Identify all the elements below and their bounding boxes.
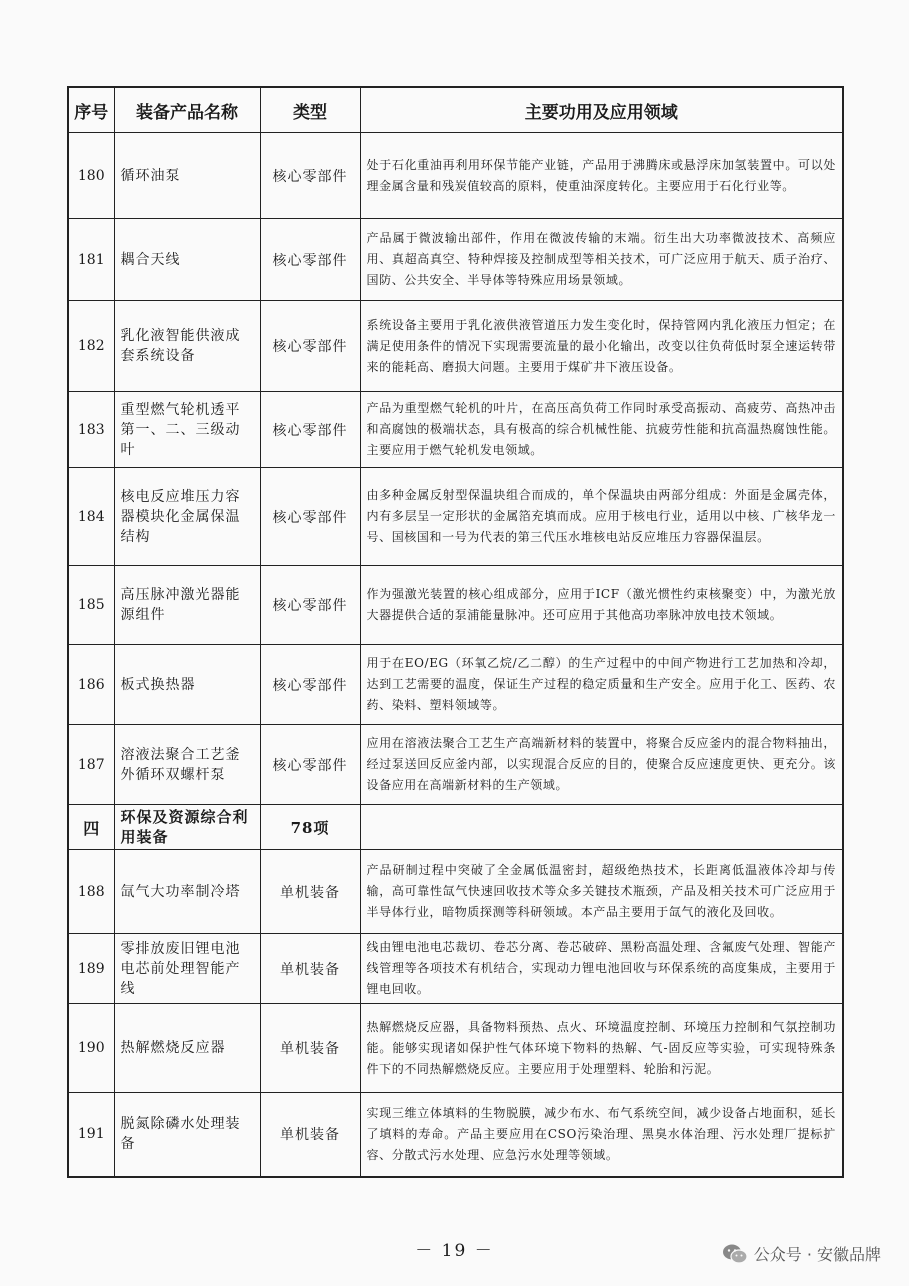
- row-description: 线由锂电池电芯裁切、卷芯分离、卷芯破碎、黑粉高温处理、含氟废气处理、智能产线管理等各项技术有机结合，实现动力锂电池回收与环保系统的高度集成，主要用于锂电回收。: [360, 934, 843, 1004]
- table-row: [68, 1093, 843, 1177]
- row-type: 核心零部件: [260, 566, 360, 645]
- header-product-name: 装备产品名称: [114, 87, 260, 133]
- row-description: [360, 805, 843, 850]
- row-product-name: 乳化液智能供液成套系统设备: [114, 301, 260, 392]
- row-description: 产品属于微波输出部件，作用在微波传输的末端。衍生出大功率微波技术、高频应用、真超高真空、特种焊接及控制成型等相关技术，可广泛应用于航天、质子治疗、国防、公共安全、半导体等特殊应用场景领域。: [360, 219, 843, 301]
- row-index: 188: [68, 850, 114, 934]
- row-description: 由多种金属反射型保温块组合而成的，单个保温块由两部分组成：外面是金属壳体，内有多层呈一定形状的金属箔充填而成。应用于核电行业，适用以中核、广核华龙一号、国核国和一号为代表的第三代压水堆核电站反应堆压力容器保温层。: [360, 468, 843, 566]
- row-product-name: 零排放废旧锂电池电芯前处理智能产线: [114, 934, 260, 1004]
- row-type: 核心零部件: [260, 725, 360, 805]
- table-row: [68, 934, 843, 1004]
- row-index: 182: [68, 301, 114, 392]
- row-product-name: 重型燃气轮机透平第一、二、三级动叶: [114, 392, 260, 468]
- row-description: 产品研制过程中突破了全金属低温密封，超级绝热技术，长距离低温液体冷却与传输，高可靠性氙气快速回收技术等众多关键技术瓶颈，产品及相关技术可广泛应用于半导体行业，暗物质探测等科研领域。本产品主要用于氙气的液化及回收。: [360, 850, 843, 934]
- row-type: 核心零部件: [260, 219, 360, 301]
- row-index: 185: [68, 566, 114, 645]
- row-description: 用于在EO/EG（环氧乙烷/乙二醇）的生产过程中的中间产物进行工艺加热和冷却，达到工艺需要的温度，保证生产过程的稳定质量和生产安全。应用于化工、医药、农药、染料、塑料领域等。: [360, 645, 843, 725]
- row-description: 作为强激光装置的核心组成部分，应用于ICF（激光惯性约束核聚变）中，为激光放大器提供合适的泵浦能量脉冲。还可应用于其他高功率脉冲放电技术领域。: [360, 566, 843, 645]
- row-index: 191: [68, 1093, 114, 1177]
- watermark-text: 公众号 · 安徽品牌: [753, 1245, 881, 1264]
- row-type: 核心零部件: [260, 392, 360, 468]
- row-type: 核心零部件: [260, 301, 360, 392]
- table-row: [68, 219, 843, 301]
- equipment-table: [67, 86, 844, 1178]
- row-product-name: 板式换热器: [114, 645, 260, 725]
- page-number: － 19 －: [415, 1241, 494, 1261]
- table-row: [68, 392, 843, 468]
- row-description: 产品为重型燃气轮机的叶片，在高压高负荷工作同时承受高振动、高疲劳、高热冲击和高腐蚀的极端状态，具有极高的综合机械性能、抗疲劳性能和抗高温热腐蚀性能。主要应用于燃气轮机发电领域。: [360, 392, 843, 468]
- row-index: 180: [68, 133, 114, 219]
- row-type: 核心零部件: [260, 133, 360, 219]
- row-type: 单机装备: [260, 1093, 360, 1177]
- row-type: 核心零部件: [260, 645, 360, 725]
- row-type: 单机装备: [260, 934, 360, 1004]
- row-index: 186: [68, 645, 114, 725]
- row-index: 187: [68, 725, 114, 805]
- header-function: 主要功用及应用领域: [360, 87, 843, 133]
- row-index: 190: [68, 1004, 114, 1093]
- table-header-row: [68, 87, 843, 133]
- row-type: 单机装备: [260, 850, 360, 934]
- header-type: 类型: [260, 87, 360, 133]
- row-product-name: 溶液法聚合工艺釜外循环双螺杆泵: [114, 725, 260, 805]
- row-description: 热解燃烧反应器，具备物料预热、点火、环境温度控制、环境压力控制和气氛控制功能。能够实现诸如保护性气体环境下物料的热解、气-固反应等实验，可实现特殊条件下的不同热解燃烧反应。主要应用于处理塑料、轮胎和污泥。: [360, 1004, 843, 1093]
- row-description: 实现三维立体填料的生物脱膜，减少布水、布气系统空间，减少设备占地面积，延长了填料的寿命。产品主要应用在CSO污染治理、黑臭水体治理、污水处理厂提标扩容、分散式污水处理、应急污水处理等领域。: [360, 1093, 843, 1177]
- table-row: [68, 133, 843, 219]
- row-index: 四: [68, 805, 114, 850]
- table-row: [68, 468, 843, 566]
- table-row: [68, 850, 843, 934]
- watermark: [722, 1242, 881, 1265]
- row-product-name: 氙气大功率制冷塔: [114, 850, 260, 934]
- row-description: 系统设备主要用于乳化液供液管道压力发生变化时，保持管网内乳化液压力恒定；在满足使用条件的情况下实现需要流量的最小化输出，改变以往负荷低时泵全速运转带来的能耗高、磨损大问题。主要用于煤矿井下液压设备。: [360, 301, 843, 392]
- row-type: 78项: [260, 805, 360, 850]
- row-index: 181: [68, 219, 114, 301]
- header-index: 序号: [68, 87, 114, 133]
- row-product-name: 耦合天线: [114, 219, 260, 301]
- table-row: [68, 725, 843, 805]
- wechat-icon: [722, 1243, 748, 1265]
- row-description: 应用在溶液法聚合工艺生产高端新材料的装置中，将聚合反应釜内的混合物料抽出，经过泵送回反应釜内部，以实现混合反应的目的，使聚合反应速度更快、更充分。该设备应用在高端新材料的生产领域。: [360, 725, 843, 805]
- row-product-name: 热解燃烧反应器: [114, 1004, 260, 1093]
- table-row: [68, 301, 843, 392]
- row-index: 189: [68, 934, 114, 1004]
- row-type: 单机装备: [260, 1004, 360, 1093]
- row-product-name: 循环油泵: [114, 133, 260, 219]
- table-row: [68, 645, 843, 725]
- row-product-name: 脱氮除磷水处理装备: [114, 1093, 260, 1177]
- row-product-name: 环保及资源综合利用装备: [114, 805, 260, 850]
- row-index: 184: [68, 468, 114, 566]
- table-row: [68, 1004, 843, 1093]
- row-product-name: 高压脉冲激光器能源组件: [114, 566, 260, 645]
- section-row: [68, 805, 843, 850]
- row-product-name: 核电反应堆压力容器模块化金属保温结构: [114, 468, 260, 566]
- row-type: 核心零部件: [260, 468, 360, 566]
- table-body: [68, 133, 843, 1177]
- row-description: 处于石化重油再利用环保节能产业链，产品用于沸腾床或悬浮床加氢装置中。可以处理金属含量和残炭值较高的原料，使重油深度转化。主要应用于石化行业等。: [360, 133, 843, 219]
- row-index: 183: [68, 392, 114, 468]
- table-row: [68, 566, 843, 645]
